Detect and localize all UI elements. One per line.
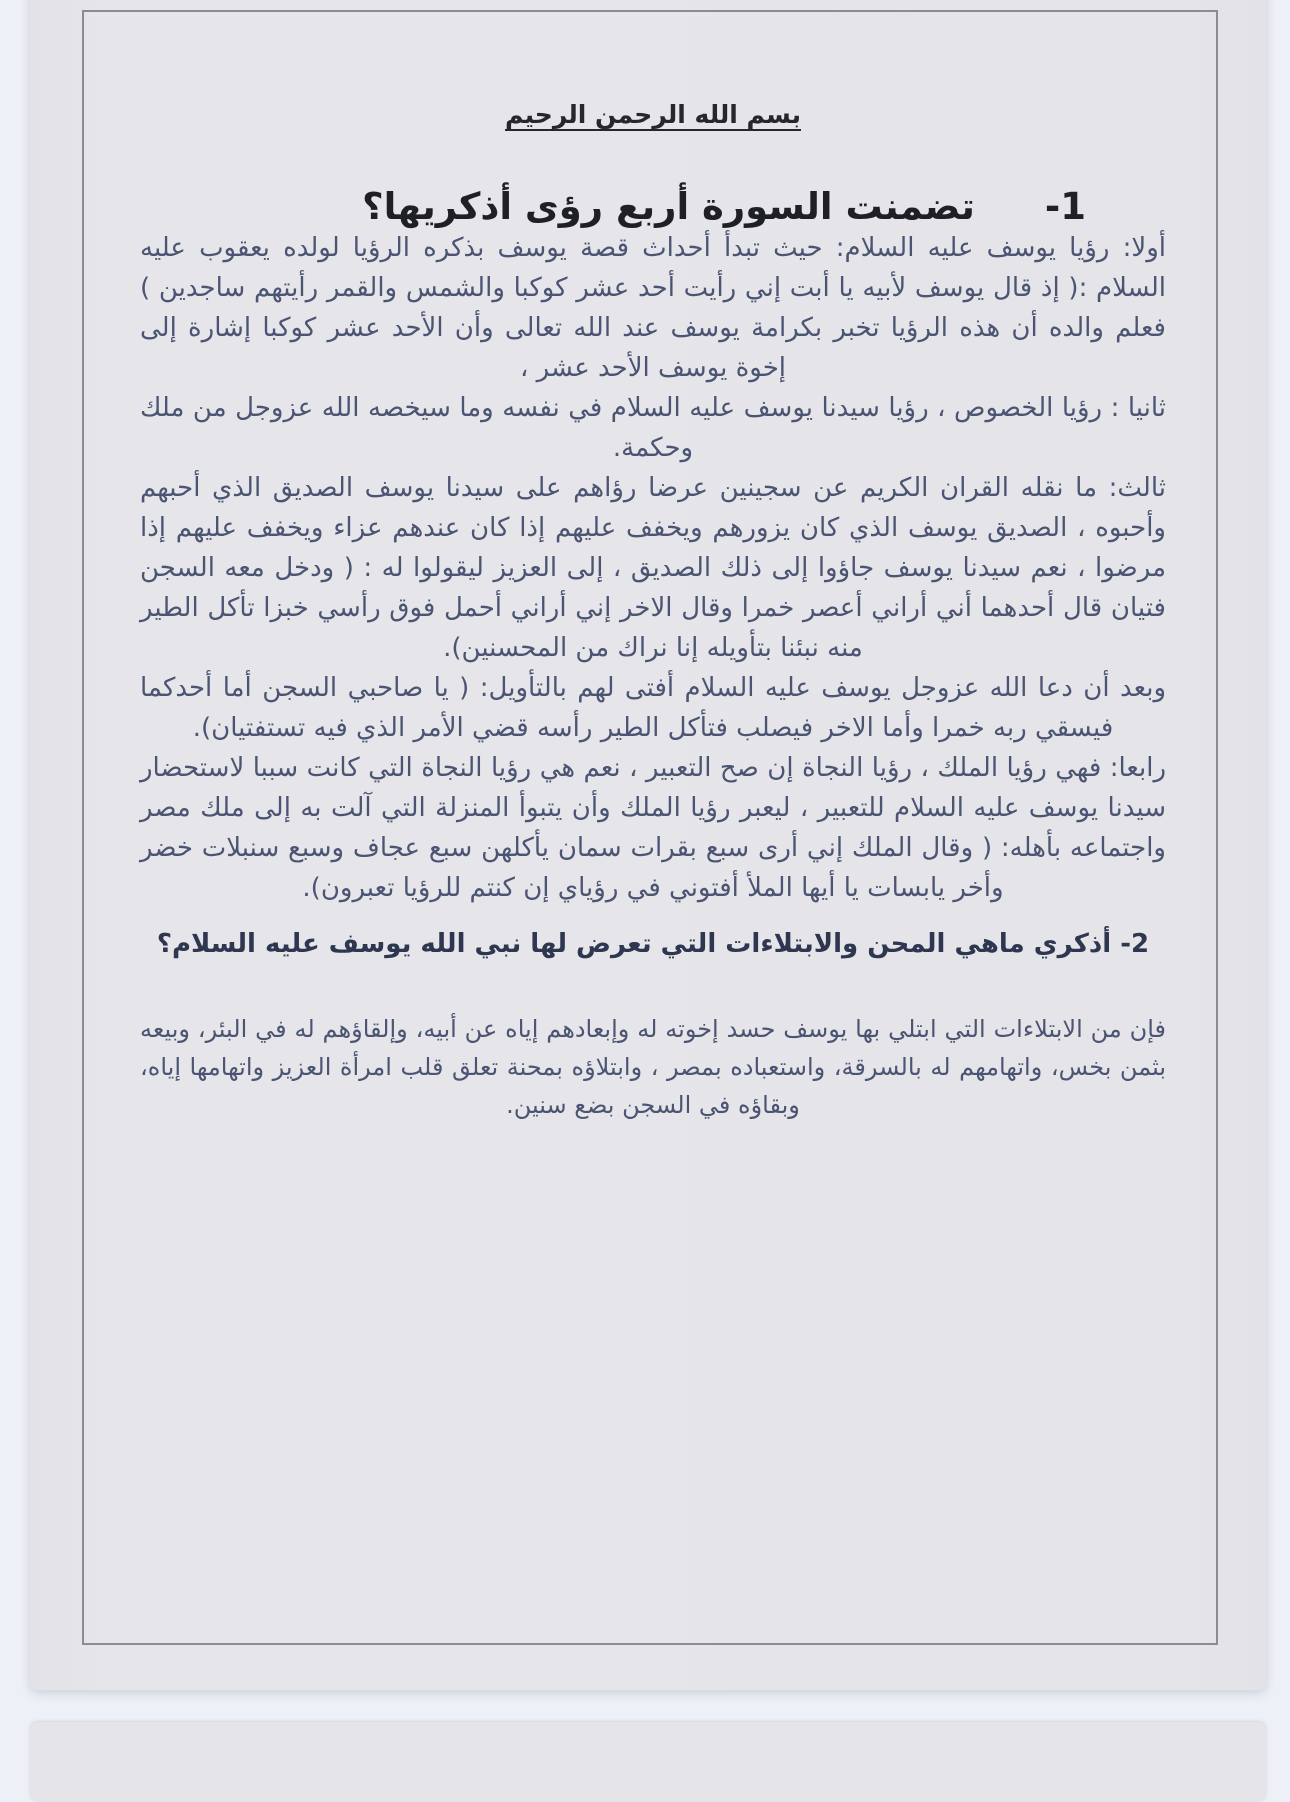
answer-1-paragraph-first: أولا: رؤيا يوسف عليه السلام: حيث تبدأ أحداث قصة يوسف بذكره الرؤيا لولده يعقوب عليه السلام :( إذ قال يوسف لأبيه يا أبت إني رأيت أحد عشر كوكبا والشمس والقمر رأيتهم ساجدين ) فعلم والده أن هذه الرؤيا تخبر بكرامة يوسف عند الله تعالى وأن الأحد عشر كوكبا إشارة إلى إخوة يوسف الأحد عشر ، xyxy=(140,233,1166,383)
next-page-card xyxy=(30,1722,1266,1802)
question-1-title: تضمنت السورة أربع رؤى أذكريها؟ xyxy=(362,185,975,228)
question-2-heading: 2- أذكري ماهي المحن والابتلاءات التي تعرض لها نبي الله يوسف عليه السلام؟ xyxy=(156,929,1150,959)
answer-1-paragraph-interpretation: وبعد أن دعا الله عزوجل يوسف عليه السلام أفتى لهم بالتأويل: ( يا صاحبي السجن أما أحدكما فيسقي ربه خمرا وأما الاخر فيصلب فتأكل الطير رأسه قضي الأمر الذي فيه تستفتيان). xyxy=(140,673,1166,743)
question-1-heading xyxy=(140,185,1166,228)
answer-2-paragraph: فإن من الابتلاءات التي ابتلي بها يوسف حسد إخوته له وإبعادهم إياه عن أبيه، وإلقاؤهم له في البئر، وبيعه بثمن بخس، واتهامهم له بالسرقة، واستعباده بمصر ، وابتلاؤه بمحنة تعلق قلب امرأة العزيز واتهامها إياه، وبقاؤه في السجن بضع سنين. xyxy=(140,1015,1166,1119)
question-1-number: 1- xyxy=(1044,185,1086,228)
basmala-line xyxy=(140,100,1166,129)
answer-1-paragraph-fourth: رابعا: فهي رؤيا الملك ، رؤيا النجاة إن صح التعبير ، نعم هي رؤيا النجاة التي كانت سببا لاستحضار سيدنا يوسف عليه السلام للتعبير ، ليعبر رؤيا الملك وأن يتبوأ المنزلة التي آلت به إلى ملك مصر واجتماعه بأهله: ( وقال الملك إني أرى سبع بقرات سمان يأكلهن سبع عجاف وسبع سنبلات خضر وأخر يابسات يا أيها الملأ أفتوني في رؤياي إن كنتم للرؤيا تعبرون). xyxy=(140,753,1166,903)
basmala-text: بسم الله الرحمن الرحيم xyxy=(505,100,801,129)
page-content xyxy=(140,84,1166,1124)
answer-1-paragraph-second: ثانيا : رؤيا الخصوص ، رؤيا سيدنا يوسف عليه السلام في نفسه وما سيخصه الله عزوجل من ملك وحكمة. xyxy=(140,393,1166,463)
answer-1-paragraph-third: ثالث: ما نقله القران الكريم عن سجينين عرضا رؤاهم على سيدنا يوسف الصديق الذي أحبهم وأحبوه ، الصديق يوسف الذي كان يزورهم ويخفف عليهم إذا كان عندهم عزاء ويخفف عليهم إذا مرضوا ، نعم سيدنا يوسف جاؤوا إلى ذلك الصديق ، إلى العزيز ليقولوا له : ( ودخل معه السجن فتيان قال أحدهما أني أراني أعصر خمرا وقال الاخر إني أراني أحمل فوق رأسي خبزا تأكل الطير منه نبئنا بتأويله إنا نراك من المحسنين). xyxy=(140,473,1166,663)
document-page xyxy=(30,0,1266,1690)
